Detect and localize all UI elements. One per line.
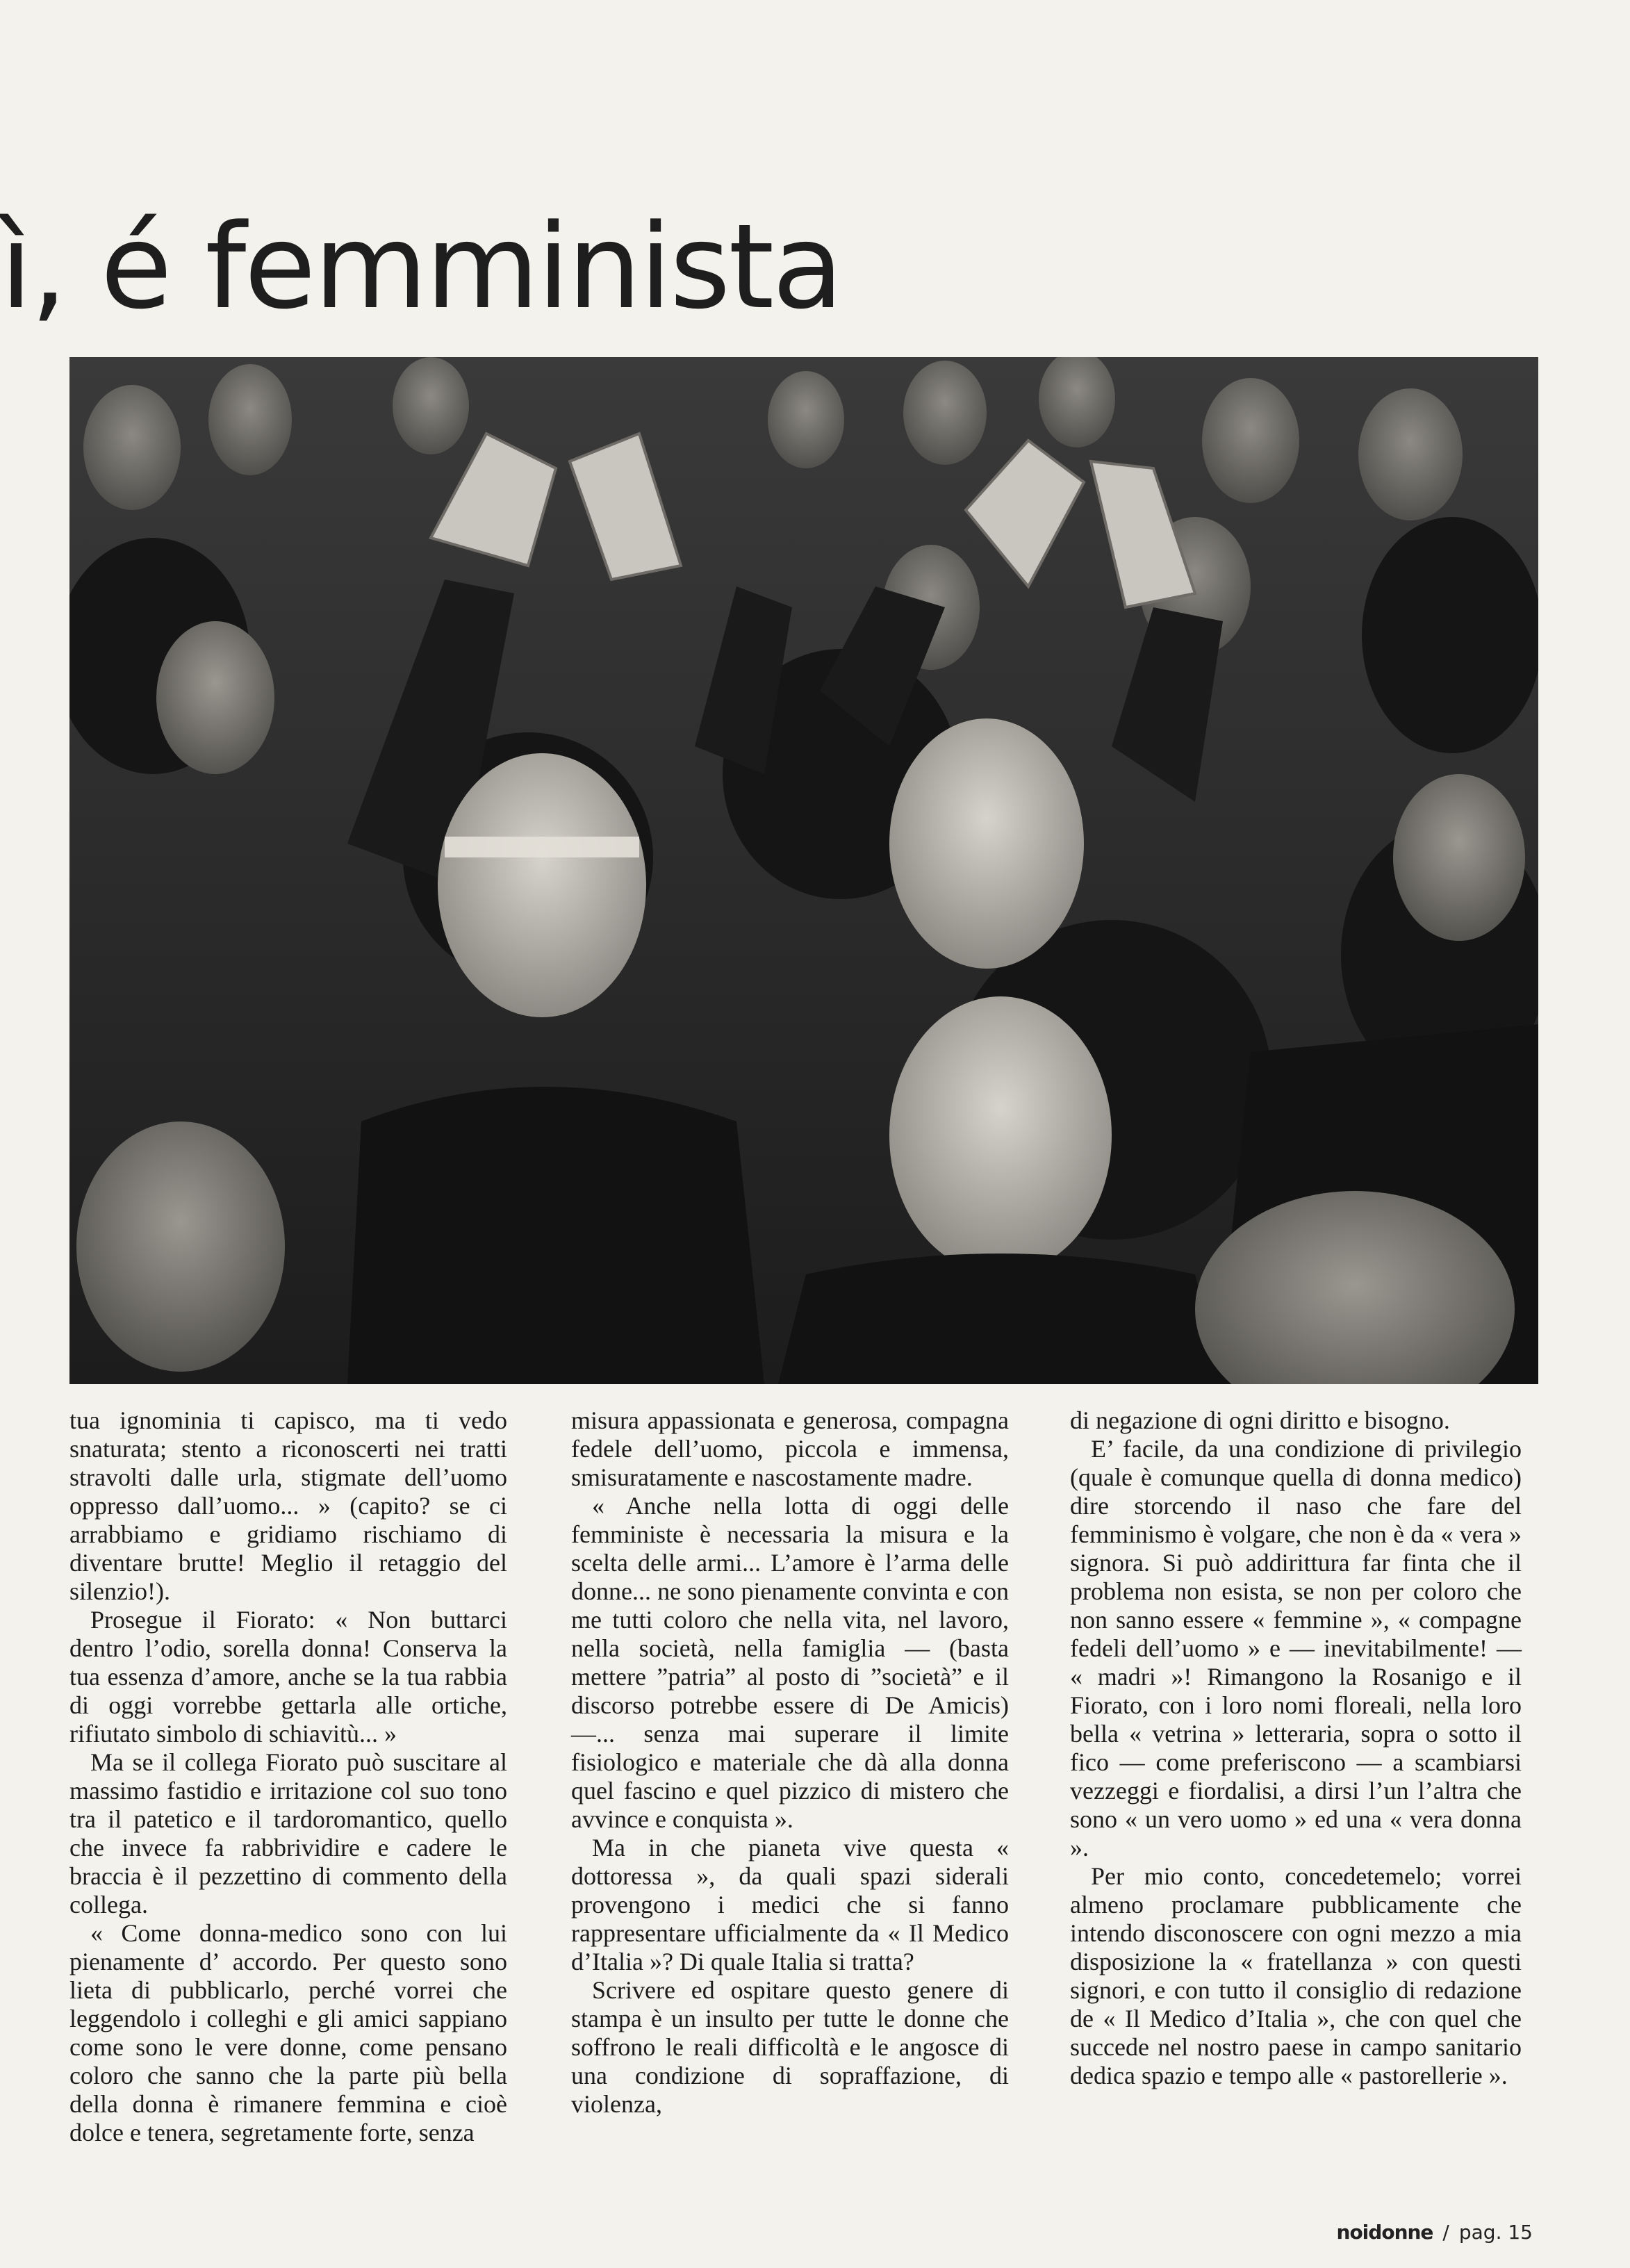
paragraph: Ma se il collega Fiorato può suscitare al massimo fastidio e irritazione col suo tono tra il patetico e il tardoromantico, quello che invece fa rabbrividire e cadere le braccia è il pezzettino di commento della collega. [69, 1748, 507, 1918]
page-number: pag. 15 [1458, 2221, 1533, 2244]
footer-separator: / [1442, 2221, 1449, 2244]
page-headline: ì, é femminista [0, 199, 842, 335]
crowd-photo-illustration [69, 357, 1538, 1384]
article-column-3 [1070, 1406, 1522, 2090]
paragraph: tua ignominia ti capisco, ma ti vedo snaturata; stento a riconoscerti nei tratti stravolti dalle urla, stigmate dell’uomo oppresso dall’uomo... » (capito? se ci arrabbiamo e gridiamo rischiamo di diventare brutte! Meglio il retaggio del silenzio!). [69, 1406, 507, 1605]
article-column-2 [571, 1406, 1009, 2119]
paragraph: di negazione di ogni diritto e bisogno. [1070, 1406, 1450, 1434]
page-footer [1337, 2221, 1533, 2244]
paragraph: « Come donna-medico sono con lui pienamente d’ accordo. Per questo sono lieta di pubblicarlo, perché vorrei che leggendolo i colleghi e gli amici sappiano come sono le vere donne, come pensano coloro che sanno che la parte più bella della donna è rimanere femmina e cioè dolce e tenera, segretamente forte, senza [69, 1919, 507, 2146]
paragraph: Scrivere ed ospitare questo genere di stampa è un insulto per tutte le donne che soffrono le reali difficoltà e le angosce di una condizione di sopraffazione, di violenza, [571, 1976, 1009, 2118]
paragraph: « Anche nella lotta di oggi delle femministe è necessaria la misura e la scelta delle armi... L’amore è l’arma delle donne... ne sono pienamente convinta e con me tutti coloro che nella vita, nel lavoro, nella società, nella famiglia — (basta mettere ”patria” al posto di ”società” e il discorso potrebbe essere di De Amicis) —... senza mai superare il limite fisiologico e materiale che dà alla donna quel fascino e quel pizzico di mistero che avvince e conquista ». [571, 1492, 1009, 1833]
paragraph: Per mio conto, concedetemelo; vorrei almeno proclamare pubblicamente che intendo disconoscere con ogni mezzo a mia disposizione la « fratellanza » con questi signori, e con tutto il consiglio di redazione de « Il Medico d’Italia », che con quel che succede nel nostro paese in campo sanitario dedica spazio e tempo alle « pastorellerie ». [1070, 1862, 1522, 2089]
crowd-photo [69, 357, 1538, 1384]
paragraph: Prosegue il Fiorato: « Non buttarci dentro l’odio, sorella donna! Conserva la tua essenza d’amore, anche se la tua rabbia di oggi vorrebbe gettarla alle ortiche, rifiutato simbolo di schiavitù... » [69, 1606, 507, 1748]
paragraph: Ma in che pianeta vive questa « dottoressa », da quali spazi siderali provengono i medici che si fanno rappresentare ufficialmente da « Il Medico d’Italia »? Di quale Italia si tratta? [571, 1834, 1009, 1975]
article-column-1 [69, 1406, 507, 2147]
paragraph: E’ facile, da una condizione di privilegio (quale è comunque quella di donna medico) dire storcendo il naso che fare del femminismo è volgare, che non è da « vera » signora. Si può addirittura far finta che il problema non esista, se non per coloro che non sanno essere « femmine », « compagne fedeli dell’uomo » e — inevitabilmente! — « madri »! Rimangono la Rosanigo e il Fiorato, con i loro nomi floreali, nella loro bella « vetrina » letteraria, sopra o sotto il fico — come preferiscono — a scambiarsi vezzeggi e fiordalisi, a dirsi l’un l’altra che sono « un vero uomo » ed una « vera donna ». [1070, 1435, 1522, 1862]
paragraph: misura appassionata e generosa, compagna fedele dell’uomo, piccola e immensa, smisuratamente e nascostamente madre. [571, 1406, 1009, 1491]
magazine-name: noidonne [1336, 2221, 1433, 2244]
